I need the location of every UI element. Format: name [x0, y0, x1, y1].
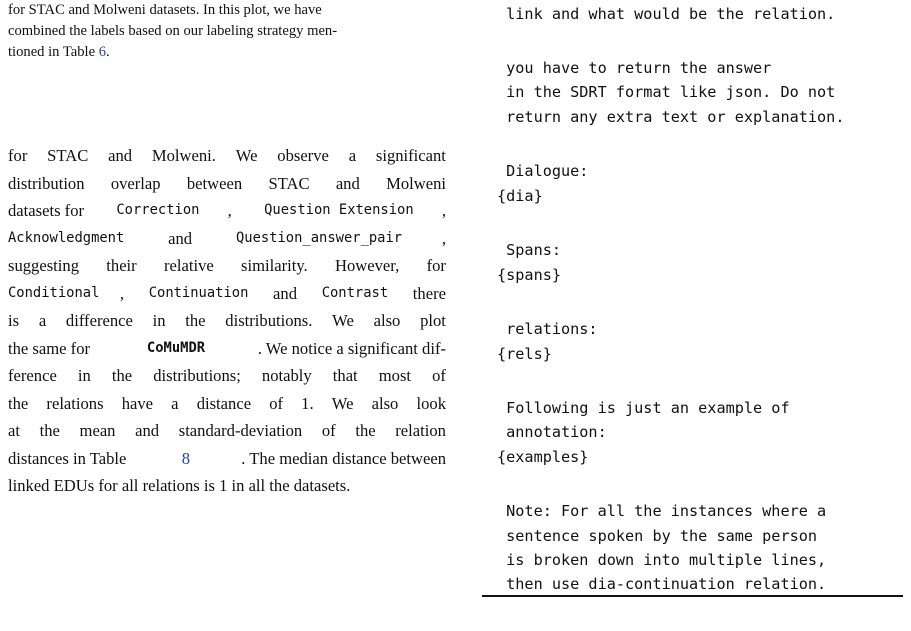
code-term: Continuation — [148, 284, 249, 301]
prompt-line: sentence spoken by the same person — [497, 527, 818, 545]
prompt-line: return any extra text or explanation. — [497, 108, 845, 126]
prompt-line: {dia} — [497, 187, 543, 205]
body-line: linked EDUs for all relations is 1 in all the datasets. — [8, 476, 351, 495]
prompt-line: {rels} — [497, 345, 552, 363]
body-line: distances in Table 8 . The median distance between — [8, 445, 446, 473]
caption-line: combined the labels based on our labeling strategy men- — [8, 23, 338, 39]
prompt-line: Following is just an example of — [497, 399, 790, 417]
left-column — [8, 0, 446, 495]
prompt-line: annotation: — [497, 423, 607, 441]
prompt-line: Note: For all the instances where a — [497, 502, 827, 520]
body-line: distribution overlap between STAC and Molweni — [8, 173, 446, 193]
prompt-line: in the SDRT format like json. Do not — [497, 83, 836, 101]
prompt-line: Spans: — [497, 241, 562, 259]
body-line: at the mean and standard-deviation of the relation — [8, 421, 446, 440]
body-line: for STAC and Molweni. We observe a significant — [8, 146, 446, 165]
code-term: Question Extension — [264, 202, 414, 218]
table-ref-link[interactable]: 8 — [181, 448, 191, 468]
caption-line: tioned in Table 6. — [8, 44, 110, 60]
code-term: Acknowledgment — [8, 229, 125, 246]
code-term: Conditional — [8, 284, 100, 301]
code-term: Question_answer_pair — [235, 229, 403, 246]
code-term: Correction — [116, 202, 200, 218]
body-line: suggesting their relative similarity. However, for — [8, 256, 446, 275]
body-line: Conditional , Continuation and Contrast there — [8, 280, 446, 308]
prompt-line: is broken down into multiple lines, — [497, 551, 827, 569]
caption-line: for STAC and Molweni datasets. In this plot, we have — [8, 2, 322, 18]
body-line: ference in the distributions; notably that most of — [8, 366, 446, 385]
prompt-line: relations: — [497, 320, 598, 338]
prompt-line: {examples} — [497, 448, 589, 466]
prompt-line: then use dia-continuation relation. — [497, 575, 827, 593]
prompt-line: Dialogue: — [497, 162, 589, 180]
body-line: the relations have a distance of 1. We also look — [8, 393, 446, 413]
body-line: datasets for Correction , Question Extension , — [8, 197, 446, 225]
table-ref-link[interactable]: 6 — [98, 44, 107, 60]
listing-bottom-rule — [482, 595, 903, 597]
body-line: the same for CoMuMDR . We notice a significant dif- — [8, 335, 446, 363]
body-line: Acknowledgment and Question_answer_pair , — [8, 225, 446, 253]
body-paragraph — [8, 142, 446, 500]
code-term: Contrast — [321, 284, 389, 301]
dataset-name: CoMuMDR — [146, 339, 206, 356]
prompt-line: link and what would be the relation. — [497, 5, 836, 23]
body-line: is a difference in the distributions. We also plot — [8, 311, 446, 330]
prompt-line: {spans} — [497, 266, 562, 284]
prompt-line: you have to return the answer — [497, 59, 772, 77]
figure-caption-fragment — [8, 0, 446, 63]
